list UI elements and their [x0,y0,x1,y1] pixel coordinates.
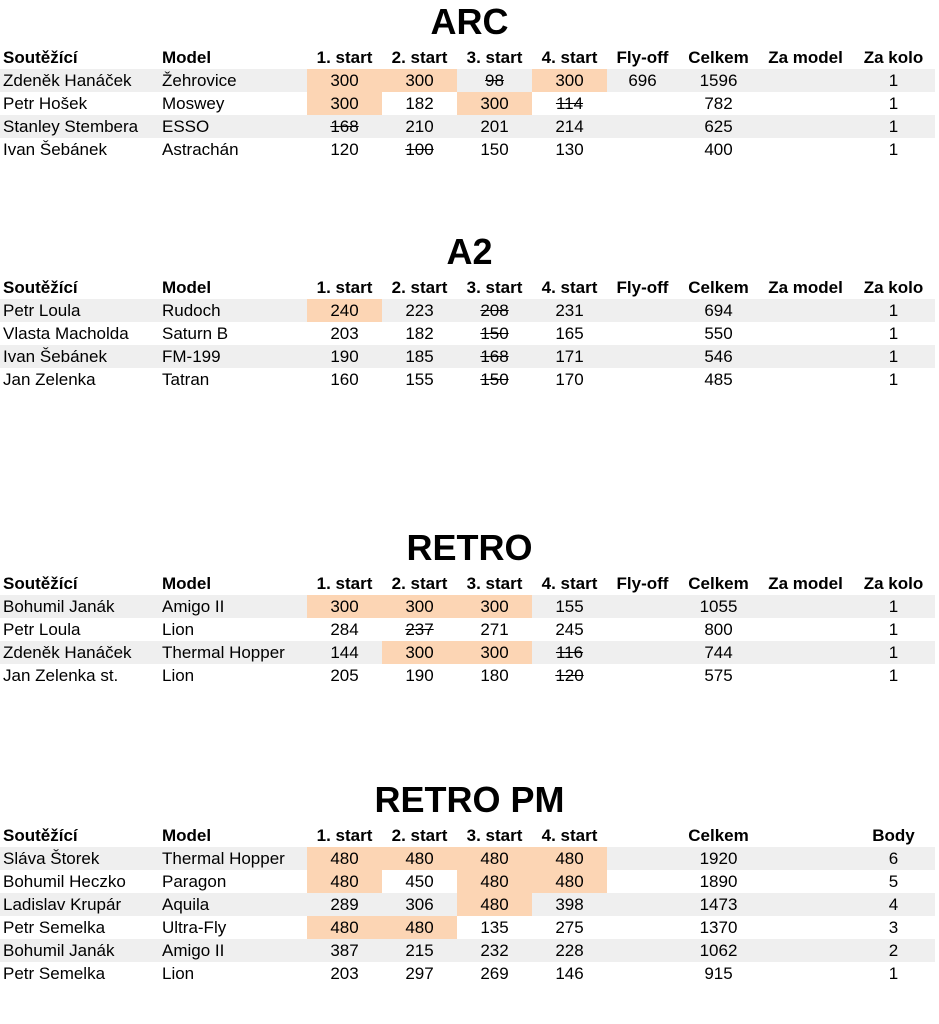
competitor-cell: Vlasta Macholda [3,324,129,343]
competitor-cell: Jan Zelenka st. [3,666,119,685]
start-score-cell: 180 [480,666,509,685]
competitor-cell: Bohumil Heczko [3,872,126,891]
flyoff-cell [607,870,678,893]
model-cell: Thermal Hopper [159,847,307,870]
flyoff-cell [607,618,678,641]
za-kolo-cell: 3 [888,918,899,937]
model-cell: Amigo II [159,939,307,962]
za-model-cell [759,962,852,985]
results-table [0,46,935,161]
start-score-cell: 269 [480,964,509,983]
start-score-cell: 300 [307,69,382,92]
column-header: Za model [768,278,843,297]
column-header: Fly-off [616,278,669,297]
table-row [0,595,935,618]
flyoff-cell [607,664,678,687]
column-header: 2. start [391,278,448,297]
flyoff-cell [607,345,678,368]
table-row [0,939,935,962]
start-score-cell: 203 [330,324,359,343]
start-score-cell: 284 [330,620,359,639]
za-model-cell [759,138,852,161]
column-header: Model [162,574,212,593]
table-row [0,618,935,641]
start-score-cell: 480 [457,847,532,870]
start-score-cell: 480 [532,870,607,893]
competitor-cell: Petr Hošek [3,94,88,113]
start-score-cell: 480 [307,870,382,893]
start-score-cell: 300 [307,595,382,618]
start-score-cell: 144 [307,641,382,664]
za-model-cell [759,368,852,391]
competitor-cell: Bohumil Janák [0,595,159,618]
start-score-cell: 300 [457,595,532,618]
start-score-cell: 98 [457,69,532,92]
model-cell: ESSO [159,115,307,138]
za-model-cell [759,664,852,687]
start-score-cell: 190 [405,666,434,685]
column-header: 1. start [316,48,373,67]
column-header: Za kolo [863,574,924,593]
model-cell: Lion [162,964,195,983]
start-score-cell: 150 [480,324,509,343]
start-score-cell: 120 [555,666,584,685]
start-score-cell: 171 [532,345,607,368]
total-cell: 1062 [678,939,759,962]
model-cell: Tatran [162,370,210,389]
start-score-cell: 237 [405,620,434,639]
flyoff-cell [607,138,678,161]
model-cell: Lion [162,620,195,639]
model-cell: Moswey [162,94,225,113]
table-row [0,138,935,161]
competitor-cell: Ivan Šebánek [0,345,159,368]
table-row [0,664,935,687]
start-score-cell: 203 [330,964,359,983]
start-score-cell: 201 [457,115,532,138]
table-row [0,641,935,664]
total-cell: 1473 [678,893,759,916]
flyoff-cell [607,641,678,664]
start-score-cell: 185 [382,345,457,368]
column-header: Soutěžící [3,574,78,593]
column-header: Za model [768,574,843,593]
total-cell: 1370 [699,918,738,937]
model-cell: Žehrovice [159,69,307,92]
total-cell: 400 [704,140,733,159]
start-score-cell: 205 [330,666,359,685]
flyoff-cell [607,847,678,870]
start-score-cell: 232 [457,939,532,962]
table-header-row [0,572,935,595]
competitor-cell: Jan Zelenka [3,370,96,389]
column-header: Celkem [688,826,749,845]
start-score-cell: 135 [480,918,509,937]
za-model-cell [759,916,852,939]
flyoff-cell [607,893,678,916]
competitor-cell: Ivan Šebánek [3,140,107,159]
table-row [0,847,935,870]
start-score-cell: 480 [382,916,457,939]
competitor-cell: Bohumil Janák [0,939,159,962]
table-row [0,916,935,939]
start-score-cell: 130 [555,140,584,159]
start-score-cell: 300 [307,92,382,115]
flyoff-cell [607,299,678,322]
total-cell: 782 [704,94,733,113]
za-model-cell [759,870,852,893]
section-title: A2 [446,231,493,272]
start-score-cell: 300 [457,92,532,115]
table-row [0,115,935,138]
za-model-cell [759,115,852,138]
table-row [0,345,935,368]
column-header: Soutěžící [3,48,78,67]
flyoff-cell [607,115,678,138]
za-model-cell [759,322,852,345]
start-score-cell: 289 [307,893,382,916]
za-kolo-cell: 6 [852,847,935,870]
table-row [0,322,935,345]
model-cell: Astrachán [162,140,239,159]
model-cell: Rudoch [159,299,307,322]
column-header: Fly-off [616,48,669,67]
competitor-cell: Stanley Stembera [0,115,159,138]
za-kolo-cell: 2 [852,939,935,962]
flyoff-cell [607,92,678,115]
results-table [0,276,935,391]
start-score-cell: 480 [457,870,532,893]
start-score-cell: 114 [555,94,584,113]
za-kolo-cell: 1 [852,115,935,138]
total-cell: 915 [704,964,733,983]
column-header: 3. start [466,826,523,845]
column-header: 1. start [316,278,373,297]
flyoff-cell [607,916,678,939]
column-header: 3. start [466,48,523,67]
total-cell: 546 [678,345,759,368]
column-header: 2. start [391,826,448,845]
column-header: Celkem [688,278,749,297]
start-score-cell: 155 [405,370,434,389]
start-score-cell: 100 [405,140,434,159]
column-header: Model [162,48,212,67]
total-cell: 744 [678,641,759,664]
table-row [0,92,935,115]
start-score-cell: 480 [532,847,607,870]
table-row [0,962,935,985]
total-cell: 485 [704,370,733,389]
za-kolo-cell: 4 [852,893,935,916]
column-header: 3. start [466,574,523,593]
start-score-cell: 146 [555,964,584,983]
start-score-cell: 300 [382,641,457,664]
competitor-cell: Petr Semelka [3,918,106,937]
za-model-cell [759,847,852,870]
table-header-row [0,824,935,847]
column-header: 4. start [541,574,598,593]
start-score-cell: 215 [382,939,457,962]
table-row [0,368,935,391]
column-header: Soutěžící [3,826,78,845]
table-header-row [0,276,935,299]
competitor-cell: Zdeněk Hanáček [0,641,159,664]
za-kolo-cell: 1 [888,964,899,983]
competitor-cell: Petr Loula [3,620,81,639]
start-score-cell: 168 [457,345,532,368]
model-cell: Ultra-Fly [162,918,227,937]
flyoff-cell [607,595,678,618]
column-header: Celkem [688,48,749,67]
start-score-cell: 182 [405,94,434,113]
flyoff-cell [607,368,678,391]
column-header: Celkem [688,574,749,593]
za-kolo-cell: 5 [888,872,899,891]
column-header: 4. start [541,826,598,845]
table-row [0,69,935,92]
total-cell: 694 [678,299,759,322]
flyoff-cell: 696 [607,69,678,92]
start-score-cell: 480 [307,916,382,939]
za-kolo-cell: 1 [888,140,899,159]
start-score-cell: 300 [457,641,532,664]
start-score-cell: 387 [307,939,382,962]
table-row [0,870,935,893]
za-kolo-cell: 1 [888,370,899,389]
total-cell: 1055 [678,595,759,618]
column-header: Za model [768,48,843,67]
column-header: Soutěžící [3,278,78,297]
total-cell: 575 [704,666,733,685]
start-score-cell: 300 [532,69,607,92]
competitor-cell: Petr Loula [0,299,159,322]
start-score-cell: 182 [405,324,434,343]
table-row [0,299,935,322]
za-kolo-cell: 1 [852,641,935,664]
start-score-cell: 116 [532,641,607,664]
column-header: Za kolo [863,48,924,67]
start-score-cell: 228 [532,939,607,962]
start-score-cell: 210 [382,115,457,138]
table-header-row [0,46,935,69]
section-title: RETRO [406,527,533,568]
column-header: Model [162,278,212,297]
start-score-cell: 165 [555,324,584,343]
results-table [0,824,935,985]
za-kolo-cell: 1 [888,324,899,343]
competitor-cell: Ladislav Krupár [0,893,159,916]
model-cell: FM-199 [159,345,307,368]
za-kolo-cell: 1 [888,666,899,685]
start-score-cell: 190 [307,345,382,368]
model-cell: Lion [162,666,195,685]
za-model-cell [759,939,852,962]
total-cell: 800 [704,620,733,639]
start-score-cell: 231 [532,299,607,322]
start-score-cell: 150 [480,370,509,389]
start-score-cell: 160 [330,370,359,389]
model-cell: Amigo II [159,595,307,618]
start-score-cell: 480 [307,847,382,870]
section-title: ARC [430,1,509,42]
za-kolo-cell: 1 [888,620,899,639]
start-score-cell: 398 [532,893,607,916]
start-score-cell: 214 [532,115,607,138]
column-header: 2. start [391,574,448,593]
flyoff-cell [607,962,678,985]
flyoff-cell [607,939,678,962]
column-header: 1. start [316,826,373,845]
start-score-cell: 120 [330,140,359,159]
za-kolo-cell: 1 [888,94,899,113]
start-score-cell: 208 [457,299,532,322]
za-model-cell [759,641,852,664]
start-score-cell: 300 [382,69,457,92]
start-score-cell: 450 [405,872,434,891]
flyoff-cell [607,322,678,345]
za-model-cell [759,595,852,618]
column-header: Body [872,826,915,845]
total-cell: 1920 [678,847,759,870]
model-cell: Thermal Hopper [159,641,307,664]
start-score-cell: 240 [307,299,382,322]
za-kolo-cell: 1 [852,299,935,322]
start-score-cell: 245 [555,620,584,639]
model-cell: Aquila [159,893,307,916]
start-score-cell: 271 [480,620,509,639]
model-cell: Saturn B [162,324,229,343]
start-score-cell: 297 [405,964,434,983]
column-header: 1. start [316,574,373,593]
start-score-cell: 168 [307,115,382,138]
start-score-cell: 275 [555,918,584,937]
column-header: 4. start [541,48,598,67]
za-model-cell [759,893,852,916]
za-model-cell [759,618,852,641]
total-cell: 1596 [678,69,759,92]
competitor-cell: Zdeněk Hanáček [0,69,159,92]
start-score-cell: 155 [532,595,607,618]
start-score-cell: 223 [382,299,457,322]
start-score-cell: 480 [457,893,532,916]
za-kolo-cell: 1 [852,345,935,368]
total-cell: 550 [704,324,733,343]
model-cell: Paragon [162,872,227,891]
start-score-cell: 306 [382,893,457,916]
column-header: 3. start [466,278,523,297]
start-score-cell: 150 [480,140,509,159]
za-kolo-cell: 1 [852,595,935,618]
column-header: 4. start [541,278,598,297]
column-header: Model [162,826,212,845]
column-header: Fly-off [616,574,669,593]
total-cell: 625 [678,115,759,138]
za-model-cell [759,69,852,92]
start-score-cell: 170 [555,370,584,389]
results-table [0,572,935,687]
start-score-cell: 480 [382,847,457,870]
total-cell: 1890 [699,872,738,891]
za-kolo-cell: 1 [852,69,935,92]
column-header [607,824,678,847]
section-title: RETRO PM [374,779,565,820]
start-score-cell: 300 [382,595,457,618]
column-header [759,824,852,847]
table-row [0,893,935,916]
column-header: Za kolo [863,278,924,297]
competitor-cell: Petr Semelka [3,964,106,983]
competitor-cell: Sláva Štorek [0,847,159,870]
za-model-cell [759,299,852,322]
za-model-cell [759,345,852,368]
column-header: 2. start [391,48,448,67]
za-model-cell [759,92,852,115]
